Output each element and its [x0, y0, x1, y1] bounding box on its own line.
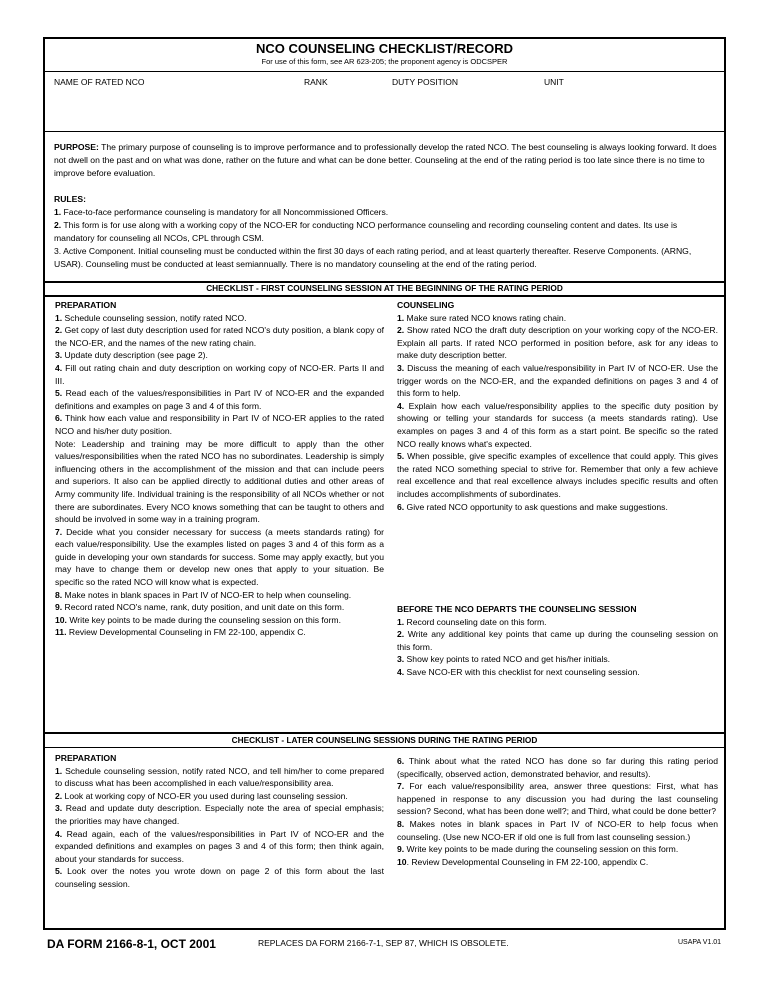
later-preparation-heading: PREPARATION	[55, 753, 117, 763]
list-item: 1. Record counseling date on this form.	[397, 616, 547, 627]
divider	[45, 131, 724, 132]
list-item: 8. Makes notes in blank spaces in Part IV of NCO-ER to help focus when counseling. (Use new NCO-ER if old one is full from last counseling session.)	[397, 818, 718, 842]
list-item: 11. Review Developmental Counseling in FM 22-100, appendix C.	[55, 627, 306, 638]
list-item: 6. Think how each value and responsibility in Part IV of NCO-ER applies to the rated NCO and his/her duty position.	[55, 413, 384, 436]
list-item: 3. Show key points to rated NCO and get his/her initials.	[397, 654, 611, 665]
duty-position-field-label[interactable]: DUTY POSITION	[392, 77, 458, 87]
counseling-column	[397, 299, 718, 513]
later-right-column	[397, 755, 718, 868]
form-subtitle: For use of this form, see AR 623-205; the proponent agency is ODCSPER	[261, 57, 508, 66]
list-item: 6. Think about what the rated NCO has done so far during this rating period (specifically, observed action, demonstrated behavior, and results).	[397, 756, 718, 779]
list-item: 3. Read and update duty description. Especially note the area of special emphasis; the priorities may have changed.	[55, 803, 384, 826]
list-item: 9. Record rated NCO's name, rank, duty position, and unit date on this form.	[55, 602, 345, 613]
counseling-form	[43, 37, 726, 930]
list-item: 3. Update duty description (see page 2).	[55, 350, 208, 361]
counseling-heading: COUNSELING	[397, 300, 455, 310]
list-item: 1. Schedule counseling session, notify rated NCO.	[55, 312, 247, 323]
divider	[45, 71, 724, 72]
list-item: 10. Write key points to be made during the counseling session on this form.	[55, 614, 341, 625]
note-item: Note: Leadership and training may be more difficult to apply than the other values/responsibilities when the rated NCO has no subordinates. Leadership is simply influencing others in the accomplishment of the mission and that can include peers and superiors. It also can be applied directly to additional duties and other areas of Army community life. Individual training is the responsibility of all NCOs whether or not there are subordinates. Every NCO knows something that can be taught to others and should be involved in some way in a training program.	[55, 438, 384, 525]
list-item: 1. Schedule counseling session, notify rated NCO, and tell him/her to come prepared to discuss what has been accomplished in each value/responsibility area.	[55, 765, 384, 789]
purpose-section	[54, 141, 718, 180]
list-item: 7. Decide what you consider necessary for success (a meets standards rating) for each value/responsibility. Use the examples listed on pages 3 and 4 of this form as a guide in developing your own standards for success. Some may apply exactly, but you may have to change them or develop new ones that apply to your situation. Be specific so the rated NCO will know what is expected.	[55, 526, 384, 588]
unit-field-label[interactable]: UNIT	[544, 77, 564, 87]
rule-item: 1. Face-to-face performance counseling is mandatory for all Noncommissioned Officers.	[54, 207, 389, 217]
usapa-version: USAPA V1.01	[678, 939, 722, 946]
form-title: NCO COUNSELING CHECKLIST/RECORD	[255, 41, 514, 56]
divider	[45, 732, 724, 734]
form-number: DA FORM 2166-8-1, OCT 2001	[47, 937, 216, 951]
list-item: 1. Make sure rated NCO knows rating chain.	[397, 312, 567, 323]
list-item: 4. Read again, each of the values/responsibilities in Part IV of NCO-ER and the expanded definitions and examples on pages 3 and 4 of this form; then think again, about your standards for success.	[55, 828, 384, 864]
purpose-label: PURPOSE:	[54, 142, 99, 152]
list-item: 7. For each value/responsibility area, answer three questions: First, what has happened in response to any discussion you had during the last counseling session? Second, what has been done well?; and Third, what could be done better?	[397, 781, 718, 817]
rule-item: 3. Active Component. Initial counseling must be conducted within the first 30 days of each rating period, and at least quarterly thereafter. Reserve Components. (ARNG, USAR). Counseling must be conducted at least semiannually. There is no mandatory counseling at the end of the rating period.	[54, 246, 692, 269]
list-item: 2. Write any additional key points that came up during the counseling session on this form.	[397, 629, 718, 652]
purpose-text: The primary purpose of counseling is to improve performance and to professionally develop the rated NCO. The best counseling is always looking forward. It does not dwell on the past and on what was done, rather on the future and what can be done better. Counseling at the end of the rating period is too late since there is no time to improve before evaluation.	[54, 142, 717, 178]
list-item: 6. Give rated NCO opportunity to ask questions and make suggestions.	[397, 501, 668, 512]
list-item: 4. Explain how each value/responsibility applies to the specific duty position by showing or telling your standards for success (a meets standards rating). Use examples on pages 3 and 4 of this form as a start point. Be specific so the rated NCO really knows what's expected.	[397, 400, 718, 449]
list-item: 3. Discuss the meaning of each value/responsibility in Part IV of NCO-ER. Use the trigger words on the NCO-ER, and the expanded definitions on pages 3 and 4 of this form to help.	[397, 362, 718, 399]
rank-field-label[interactable]: RANK	[304, 77, 328, 87]
list-item: 5. Read each of the values/responsibilities in Part IV of NCO-ER and the expanded definitions and examples on page 3 and 4 of this form.	[55, 388, 384, 411]
list-item: 5. Look over the notes you wrote down on page 2 of this form about the last counseling session.	[55, 866, 384, 889]
replaces-notice: REPLACES DA FORM 2166-7-1, SEP 87, WHICH IS OBSOLETE.	[258, 938, 509, 948]
departs-heading: BEFORE THE NCO DEPARTS THE COUNSELING SESSION	[397, 604, 637, 614]
list-item: 2. Get copy of last duty description used for rated NCO's duty position, a blank copy of the NCO-ER, and the names of the new rating chain.	[55, 325, 384, 348]
rule-item: 2. This form is for use along with a working copy of the NCO-ER for conducting NCO performance counseling and recording counseling content and dates. Its use is mandatory for counseling all NCOs, CPL through CSM.	[54, 220, 678, 243]
list-item: 5. When possible, give specific examples of excellence that could apply. This gives the rated NCO something special to strive for. Remember that only a few achieve real excellence and that real excellence always includes specific results and often includes accomplishments of subordinates.	[397, 451, 718, 499]
list-item: 9. Write key points to be made during the counseling session on this form.	[397, 844, 679, 855]
rules-section	[54, 193, 718, 271]
departs-column	[397, 603, 718, 679]
first-session-header: CHECKLIST - FIRST COUNSELING SESSION AT THE BEGINNING OF THE RATING PERIOD	[206, 283, 563, 293]
list-item: 10. Review Developmental Counseling in FM 22-100, appendix C.	[397, 856, 649, 867]
divider	[45, 747, 724, 748]
list-item: 4. Save NCO-ER with this checklist for next counseling session.	[397, 666, 640, 677]
list-item: 4. Fill out rating chain and duty description on working copy of NCO-ER. Parts II and III.	[55, 362, 384, 386]
divider	[45, 295, 724, 297]
first-preparation-heading: PREPARATION	[55, 300, 117, 310]
later-sessions-header: CHECKLIST - LATER COUNSELING SESSIONS DURING THE RATING PERIOD	[231, 735, 538, 745]
list-item: 2. Show rated NCO the draft duty description on your working copy of the NCO-ER. Explain all parts. If rated NCO performed in position before, ask for any ideas to make duty description better.	[397, 325, 718, 361]
rules-label: RULES:	[54, 194, 86, 204]
later-preparation-column	[55, 752, 384, 891]
list-item: 8. Make notes in blank spaces in Part IV of NCO-ER to help when counseling.	[55, 589, 352, 600]
first-preparation-column	[55, 299, 384, 639]
name-field-label[interactable]: NAME OF RATED NCO	[54, 77, 145, 87]
list-item: 2. Look at working copy of NCO-ER you used during last counseling session.	[55, 790, 348, 801]
